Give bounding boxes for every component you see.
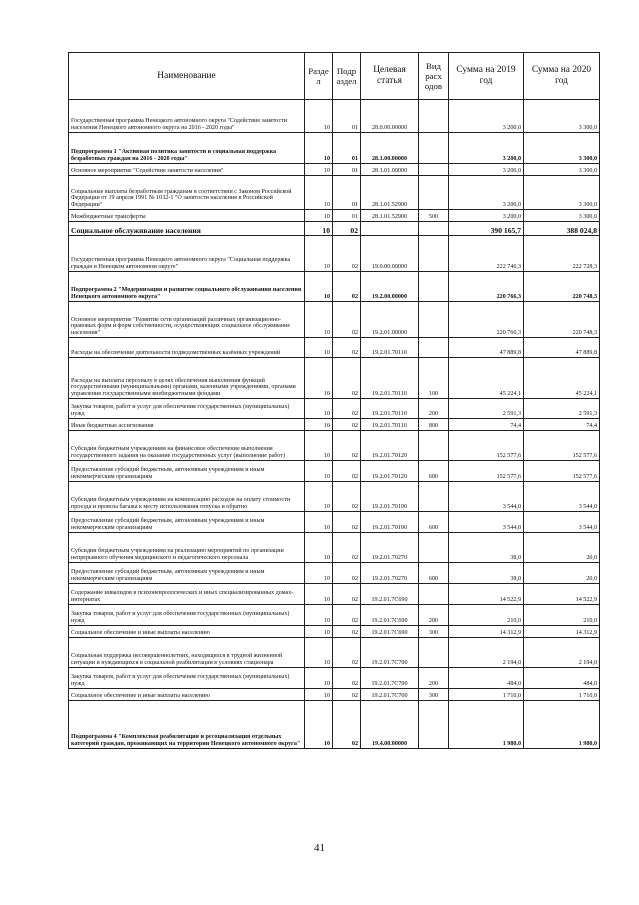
table-row — [69, 222, 600, 236]
cell-podrazdel: 02 — [333, 431, 361, 461]
table-row — [69, 210, 600, 222]
cell-podrazdel: 02 — [333, 584, 361, 605]
cell-name: Социальное обеспечение и иные выплаты населению — [69, 689, 305, 701]
cell-target-article: 19.2.01.7С700 — [361, 668, 419, 689]
cell-name: Подпрограмма 4 "Комплексная реабилитация и ресоциализация отдельных категорий граждан, проживающих на территории Ненецкого автономного округа" — [69, 701, 305, 749]
header-razdel: Разде л — [305, 53, 333, 100]
cell-target-article: 19.2.01.7С690 — [361, 626, 419, 638]
cell-razdel: 10 — [305, 338, 333, 358]
cell-podrazdel: 02 — [333, 668, 361, 689]
cell-sum-2019: 3 200,0 — [449, 210, 524, 222]
cell-sum-2019: 152 577,6 — [449, 461, 524, 482]
cell-podrazdel: 02 — [333, 605, 361, 626]
cell-name: Социальная поддержка несовершеннолетних, находящихся в трудной жизненной ситуации и нуждающихся в социальной реабилитации в условиях стационара — [69, 638, 305, 668]
table-row — [69, 358, 600, 399]
cell-expense-type: 800 — [419, 419, 449, 431]
cell-razdel: 10 — [305, 272, 333, 302]
cell-podrazdel: 02 — [333, 419, 361, 431]
cell-sum-2019: 47 889,8 — [449, 338, 524, 358]
cell-sum-2019: 38,0 — [449, 563, 524, 584]
table-row — [69, 512, 600, 533]
cell-expense-type — [419, 638, 449, 668]
cell-expense-type — [419, 431, 449, 461]
table-row — [69, 338, 600, 358]
cell-podrazdel: 02 — [333, 338, 361, 358]
table-row — [69, 133, 600, 164]
cell-name: Социальное обеспечение и иные выплаты населению — [69, 626, 305, 638]
cell-expense-type — [419, 701, 449, 749]
cell-podrazdel: 02 — [333, 563, 361, 584]
table-row — [69, 461, 600, 482]
cell-sum-2019: 390 165,7 — [449, 222, 524, 236]
cell-podrazdel: 02 — [333, 638, 361, 668]
cell-target-article: 19.2.01.70190 — [361, 482, 419, 512]
cell-razdel: 10 — [305, 533, 333, 563]
cell-sum-2020: 20,0 — [524, 563, 600, 584]
cell-podrazdel: 01 — [333, 133, 361, 164]
cell-expense-type: 600 — [419, 461, 449, 482]
table-row — [69, 399, 600, 419]
cell-sum-2019: 74,4 — [449, 419, 524, 431]
cell-expense-type: 200 — [419, 668, 449, 689]
cell-sum-2019: 14 522,9 — [449, 584, 524, 605]
cell-name: Социальное обслуживание населения — [69, 222, 305, 236]
table-row — [69, 668, 600, 689]
cell-podrazdel: 01 — [333, 100, 361, 133]
cell-target-article: 19.0.00.00000 — [361, 236, 419, 272]
cell-name: Содержание инвалидов в психоневрологических и иных специализированных домах-интернатах — [69, 584, 305, 605]
cell-target-article: 19.2.01.70110 — [361, 399, 419, 419]
cell-sum-2019: 45 224,1 — [449, 358, 524, 399]
table-row — [69, 605, 600, 626]
cell-name: Социальные выплаты безработным гражданам в соответствии с Законом Российской Федерации от 19 апреля 1991 № 1032-1 "О занятости населения в Российской Федерации" — [69, 176, 305, 210]
cell-sum-2020: 20,0 — [524, 533, 600, 563]
cell-name: Основное мероприятие "Содействие занятости населения" — [69, 164, 305, 176]
cell-podrazdel: 02 — [333, 236, 361, 272]
table-row — [69, 584, 600, 605]
header-target-article: Целевая статья — [361, 53, 419, 100]
cell-expense-type — [419, 338, 449, 358]
cell-sum-2020: 1 980,0 — [524, 701, 600, 749]
cell-podrazdel: 02 — [333, 689, 361, 701]
table-row — [69, 563, 600, 584]
cell-sum-2020: 220 748,3 — [524, 272, 600, 302]
cell-podrazdel: 02 — [333, 461, 361, 482]
cell-sum-2020: 210,0 — [524, 605, 600, 626]
cell-name: Закупка товаров, работ и услуг для обеспечения государственных (муниципальных) нужд — [69, 668, 305, 689]
cell-razdel: 10 — [305, 668, 333, 689]
cell-podrazdel: 02 — [333, 626, 361, 638]
cell-sum-2020: 14 522,9 — [524, 584, 600, 605]
cell-sum-2019: 220 766,3 — [449, 302, 524, 338]
table-row — [69, 431, 600, 461]
cell-podrazdel: 02 — [333, 512, 361, 533]
header-name: Наименование — [69, 53, 305, 100]
cell-sum-2019: 3 544,0 — [449, 512, 524, 533]
cell-target-article — [361, 222, 419, 236]
cell-expense-type — [419, 236, 449, 272]
cell-sum-2019: 1 980,0 — [449, 701, 524, 749]
cell-expense-type — [419, 164, 449, 176]
cell-target-article: 19.2.01.70110 — [361, 419, 419, 431]
table-row — [69, 701, 600, 749]
cell-sum-2020: 3 300,0 — [524, 210, 600, 222]
cell-target-article: 19.2.00.00000 — [361, 272, 419, 302]
cell-target-article: 19.2.01.70270 — [361, 533, 419, 563]
table-row — [69, 626, 600, 638]
cell-expense-type: 200 — [419, 605, 449, 626]
cell-razdel: 10 — [305, 210, 333, 222]
cell-expense-type: 600 — [419, 512, 449, 533]
cell-target-article: 19.2.01.70120 — [361, 431, 419, 461]
cell-podrazdel: 01 — [333, 176, 361, 210]
cell-sum-2020: 3 300,0 — [524, 100, 600, 133]
cell-podrazdel: 02 — [333, 222, 361, 236]
cell-target-article: 19.2.01.7С690 — [361, 605, 419, 626]
cell-sum-2019: 14 312,9 — [449, 626, 524, 638]
cell-sum-2019: 2 591,3 — [449, 399, 524, 419]
table-row — [69, 302, 600, 338]
table-row — [69, 100, 600, 133]
cell-expense-type — [419, 584, 449, 605]
cell-target-article: 19.2.01.7С700 — [361, 638, 419, 668]
cell-razdel: 10 — [305, 431, 333, 461]
cell-razdel: 10 — [305, 164, 333, 176]
cell-name: Предоставление субсидий бюджетным, автономным учреждениям и иным некоммерческим организациям — [69, 512, 305, 533]
cell-razdel: 10 — [305, 605, 333, 626]
cell-razdel: 10 — [305, 302, 333, 338]
cell-sum-2019: 222 746,3 — [449, 236, 524, 272]
cell-podrazdel: 02 — [333, 533, 361, 563]
cell-name: Расходы на обеспечение деятельности подведомственных казённых учреждений — [69, 338, 305, 358]
cell-sum-2020: 220 748,3 — [524, 302, 600, 338]
cell-razdel: 10 — [305, 461, 333, 482]
table-row — [69, 236, 600, 272]
cell-razdel: 10 — [305, 626, 333, 638]
cell-sum-2019: 484,0 — [449, 668, 524, 689]
cell-razdel: 10 — [305, 512, 333, 533]
cell-target-article: 19.2.01.00000 — [361, 302, 419, 338]
cell-target-article: 19.2.01.70110 — [361, 358, 419, 399]
cell-podrazdel: 01 — [333, 164, 361, 176]
cell-razdel: 10 — [305, 358, 333, 399]
cell-sum-2019: 3 544,0 — [449, 482, 524, 512]
cell-razdel: 10 — [305, 419, 333, 431]
cell-sum-2020: 3 544,0 — [524, 482, 600, 512]
cell-sum-2019: 1 710,0 — [449, 689, 524, 701]
cell-podrazdel: 02 — [333, 272, 361, 302]
table-row — [69, 638, 600, 668]
cell-razdel: 10 — [305, 584, 333, 605]
cell-name: Государственная программа Ненецкого автономного округа "Содействие занятости населения Ненецкого автономного округа на 2016 - 2020 годы" — [69, 100, 305, 133]
cell-expense-type — [419, 100, 449, 133]
header-sum-2020: Сумма на 2020 год — [524, 53, 600, 100]
cell-sum-2020: 152 577,6 — [524, 431, 600, 461]
cell-target-article: 19.2.01.70190 — [361, 512, 419, 533]
cell-razdel: 10 — [305, 482, 333, 512]
cell-razdel: 10 — [305, 133, 333, 164]
table-header-row — [69, 53, 600, 100]
header-sum-2019: Сумма на 2019 год — [449, 53, 524, 100]
cell-sum-2020: 14 312,9 — [524, 626, 600, 638]
cell-sum-2019: 38,0 — [449, 533, 524, 563]
cell-sum-2020: 3 300,0 — [524, 176, 600, 210]
cell-name: Предоставление субсидий бюджетным, автономным учреждениям и иным некоммерческим организациям — [69, 563, 305, 584]
cell-expense-type — [419, 133, 449, 164]
budget-table — [68, 52, 600, 749]
cell-expense-type — [419, 176, 449, 210]
header-expense-type: Вид расх одов — [419, 53, 449, 100]
cell-name: Субсидии бюджетным учреждениям на финансовое обеспечение выполнения государственного задания на оказание государственных услуг (выполнение работ) — [69, 431, 305, 461]
cell-razdel: 10 — [305, 638, 333, 668]
cell-target-article: 19.2.01.7С690 — [361, 584, 419, 605]
cell-target-article: 28.1.01.52900 — [361, 176, 419, 210]
cell-expense-type — [419, 222, 449, 236]
cell-expense-type — [419, 272, 449, 302]
cell-sum-2019: 220 766,3 — [449, 272, 524, 302]
cell-podrazdel: 02 — [333, 701, 361, 749]
cell-target-article: 19.2.01.70270 — [361, 563, 419, 584]
cell-sum-2020: 152 577,6 — [524, 461, 600, 482]
cell-target-article: 19.2.01.70110 — [361, 338, 419, 358]
cell-podrazdel: 01 — [333, 210, 361, 222]
cell-sum-2020: 2 591,3 — [524, 399, 600, 419]
cell-sum-2019: 3 200,0 — [449, 164, 524, 176]
table-row — [69, 689, 600, 701]
cell-expense-type — [419, 482, 449, 512]
cell-sum-2020: 47 889,8 — [524, 338, 600, 358]
cell-podrazdel: 02 — [333, 399, 361, 419]
cell-sum-2020: 222 728,3 — [524, 236, 600, 272]
cell-sum-2020: 2 194,0 — [524, 638, 600, 668]
cell-podrazdel: 02 — [333, 482, 361, 512]
cell-expense-type — [419, 302, 449, 338]
cell-expense-type: 300 — [419, 626, 449, 638]
table-body — [69, 100, 600, 749]
cell-sum-2020: 3 544,0 — [524, 512, 600, 533]
cell-sum-2020: 45 224,1 — [524, 358, 600, 399]
cell-name: Подпрограмма 1 "Активная политика занятости и социальная поддержка безработных граждан на 2016 - 2020 годы" — [69, 133, 305, 164]
table-row — [69, 533, 600, 563]
cell-name: Межбюджетные трансферты — [69, 210, 305, 222]
cell-sum-2020: 484,0 — [524, 668, 600, 689]
table-row — [69, 176, 600, 210]
cell-name: Закупка товаров, работ и услуг для обеспечения государственных (муниципальных) нужд — [69, 399, 305, 419]
cell-expense-type: 500 — [419, 210, 449, 222]
cell-razdel: 10 — [305, 236, 333, 272]
cell-target-article: 19.2.01.70120 — [361, 461, 419, 482]
cell-sum-2019: 3 200,0 — [449, 100, 524, 133]
cell-razdel: 10 — [305, 176, 333, 210]
cell-sum-2020: 74,4 — [524, 419, 600, 431]
cell-sum-2019: 210,0 — [449, 605, 524, 626]
cell-expense-type: 100 — [419, 358, 449, 399]
cell-sum-2019: 3 200,0 — [449, 176, 524, 210]
cell-name: Государственная программа Ненецкого автономного округа "Социальная поддержка граждан в Ненецком автономном округе" — [69, 236, 305, 272]
table-row — [69, 482, 600, 512]
cell-expense-type: 600 — [419, 563, 449, 584]
cell-name: Закупка товаров, работ и услуг для обеспечения государственных (муниципальных) нужд — [69, 605, 305, 626]
cell-razdel: 10 — [305, 701, 333, 749]
cell-name: Иные бюджетные ассигнования — [69, 419, 305, 431]
cell-target-article: 28.1.00.00000 — [361, 133, 419, 164]
cell-name: Субсидии бюджетным учреждениям на реализацию мероприятий по организации непрерывного обучения медицинского и педагогического персонала — [69, 533, 305, 563]
cell-razdel: 10 — [305, 399, 333, 419]
cell-sum-2020: 3 300,0 — [524, 133, 600, 164]
header-podrazdel: Подр аздел — [333, 53, 361, 100]
cell-sum-2020: 388 024,8 — [524, 222, 600, 236]
cell-target-article: 19.4.00.00000 — [361, 701, 419, 749]
cell-sum-2019: 152 577,6 — [449, 431, 524, 461]
cell-target-article: 28.0.00.00000 — [361, 100, 419, 133]
cell-razdel: 10 — [305, 100, 333, 133]
cell-sum-2019: 3 200,0 — [449, 133, 524, 164]
cell-sum-2019: 2 194,0 — [449, 638, 524, 668]
cell-razdel: 10 — [305, 689, 333, 701]
cell-podrazdel: 02 — [333, 358, 361, 399]
cell-target-article: 19.2.01.7С700 — [361, 689, 419, 701]
cell-target-article: 28.1.01.00000 — [361, 164, 419, 176]
cell-expense-type: 300 — [419, 689, 449, 701]
table-row — [69, 419, 600, 431]
cell-sum-2020: 3 300,0 — [524, 164, 600, 176]
cell-target-article: 28.1.01.52900 — [361, 210, 419, 222]
cell-name: Подпрограмма 2 "Модернизация и развитие социального обслуживания населения Ненецкого автономного округа" — [69, 272, 305, 302]
page-number: 41 — [314, 842, 325, 854]
cell-podrazdel: 02 — [333, 302, 361, 338]
cell-razdel: 10 — [305, 222, 333, 236]
cell-razdel: 10 — [305, 563, 333, 584]
cell-name: Предоставление субсидий бюджетным, автономным учреждениям и иным некоммерческим организациям — [69, 461, 305, 482]
table-row — [69, 164, 600, 176]
cell-name: Основное мероприятие "Развитие сети организаций различных организационно-правовых форм и форм собственности, осуществляющих социальное обслуживание населения" — [69, 302, 305, 338]
cell-sum-2020: 1 710,0 — [524, 689, 600, 701]
table-row — [69, 272, 600, 302]
cell-expense-type — [419, 533, 449, 563]
cell-expense-type: 200 — [419, 399, 449, 419]
cell-name: Субсидии бюджетным учреждениям на компенсацию расходов на оплату стоимости проезда и провоза багажа к месту использования отпуска и обратно — [69, 482, 305, 512]
cell-name: Расходы на выплаты персоналу в целях обеспечения выполнения функций государственными (муниципальными) органами, казенными учреждениями, органами управления государственными внебюджетными фондами — [69, 358, 305, 399]
